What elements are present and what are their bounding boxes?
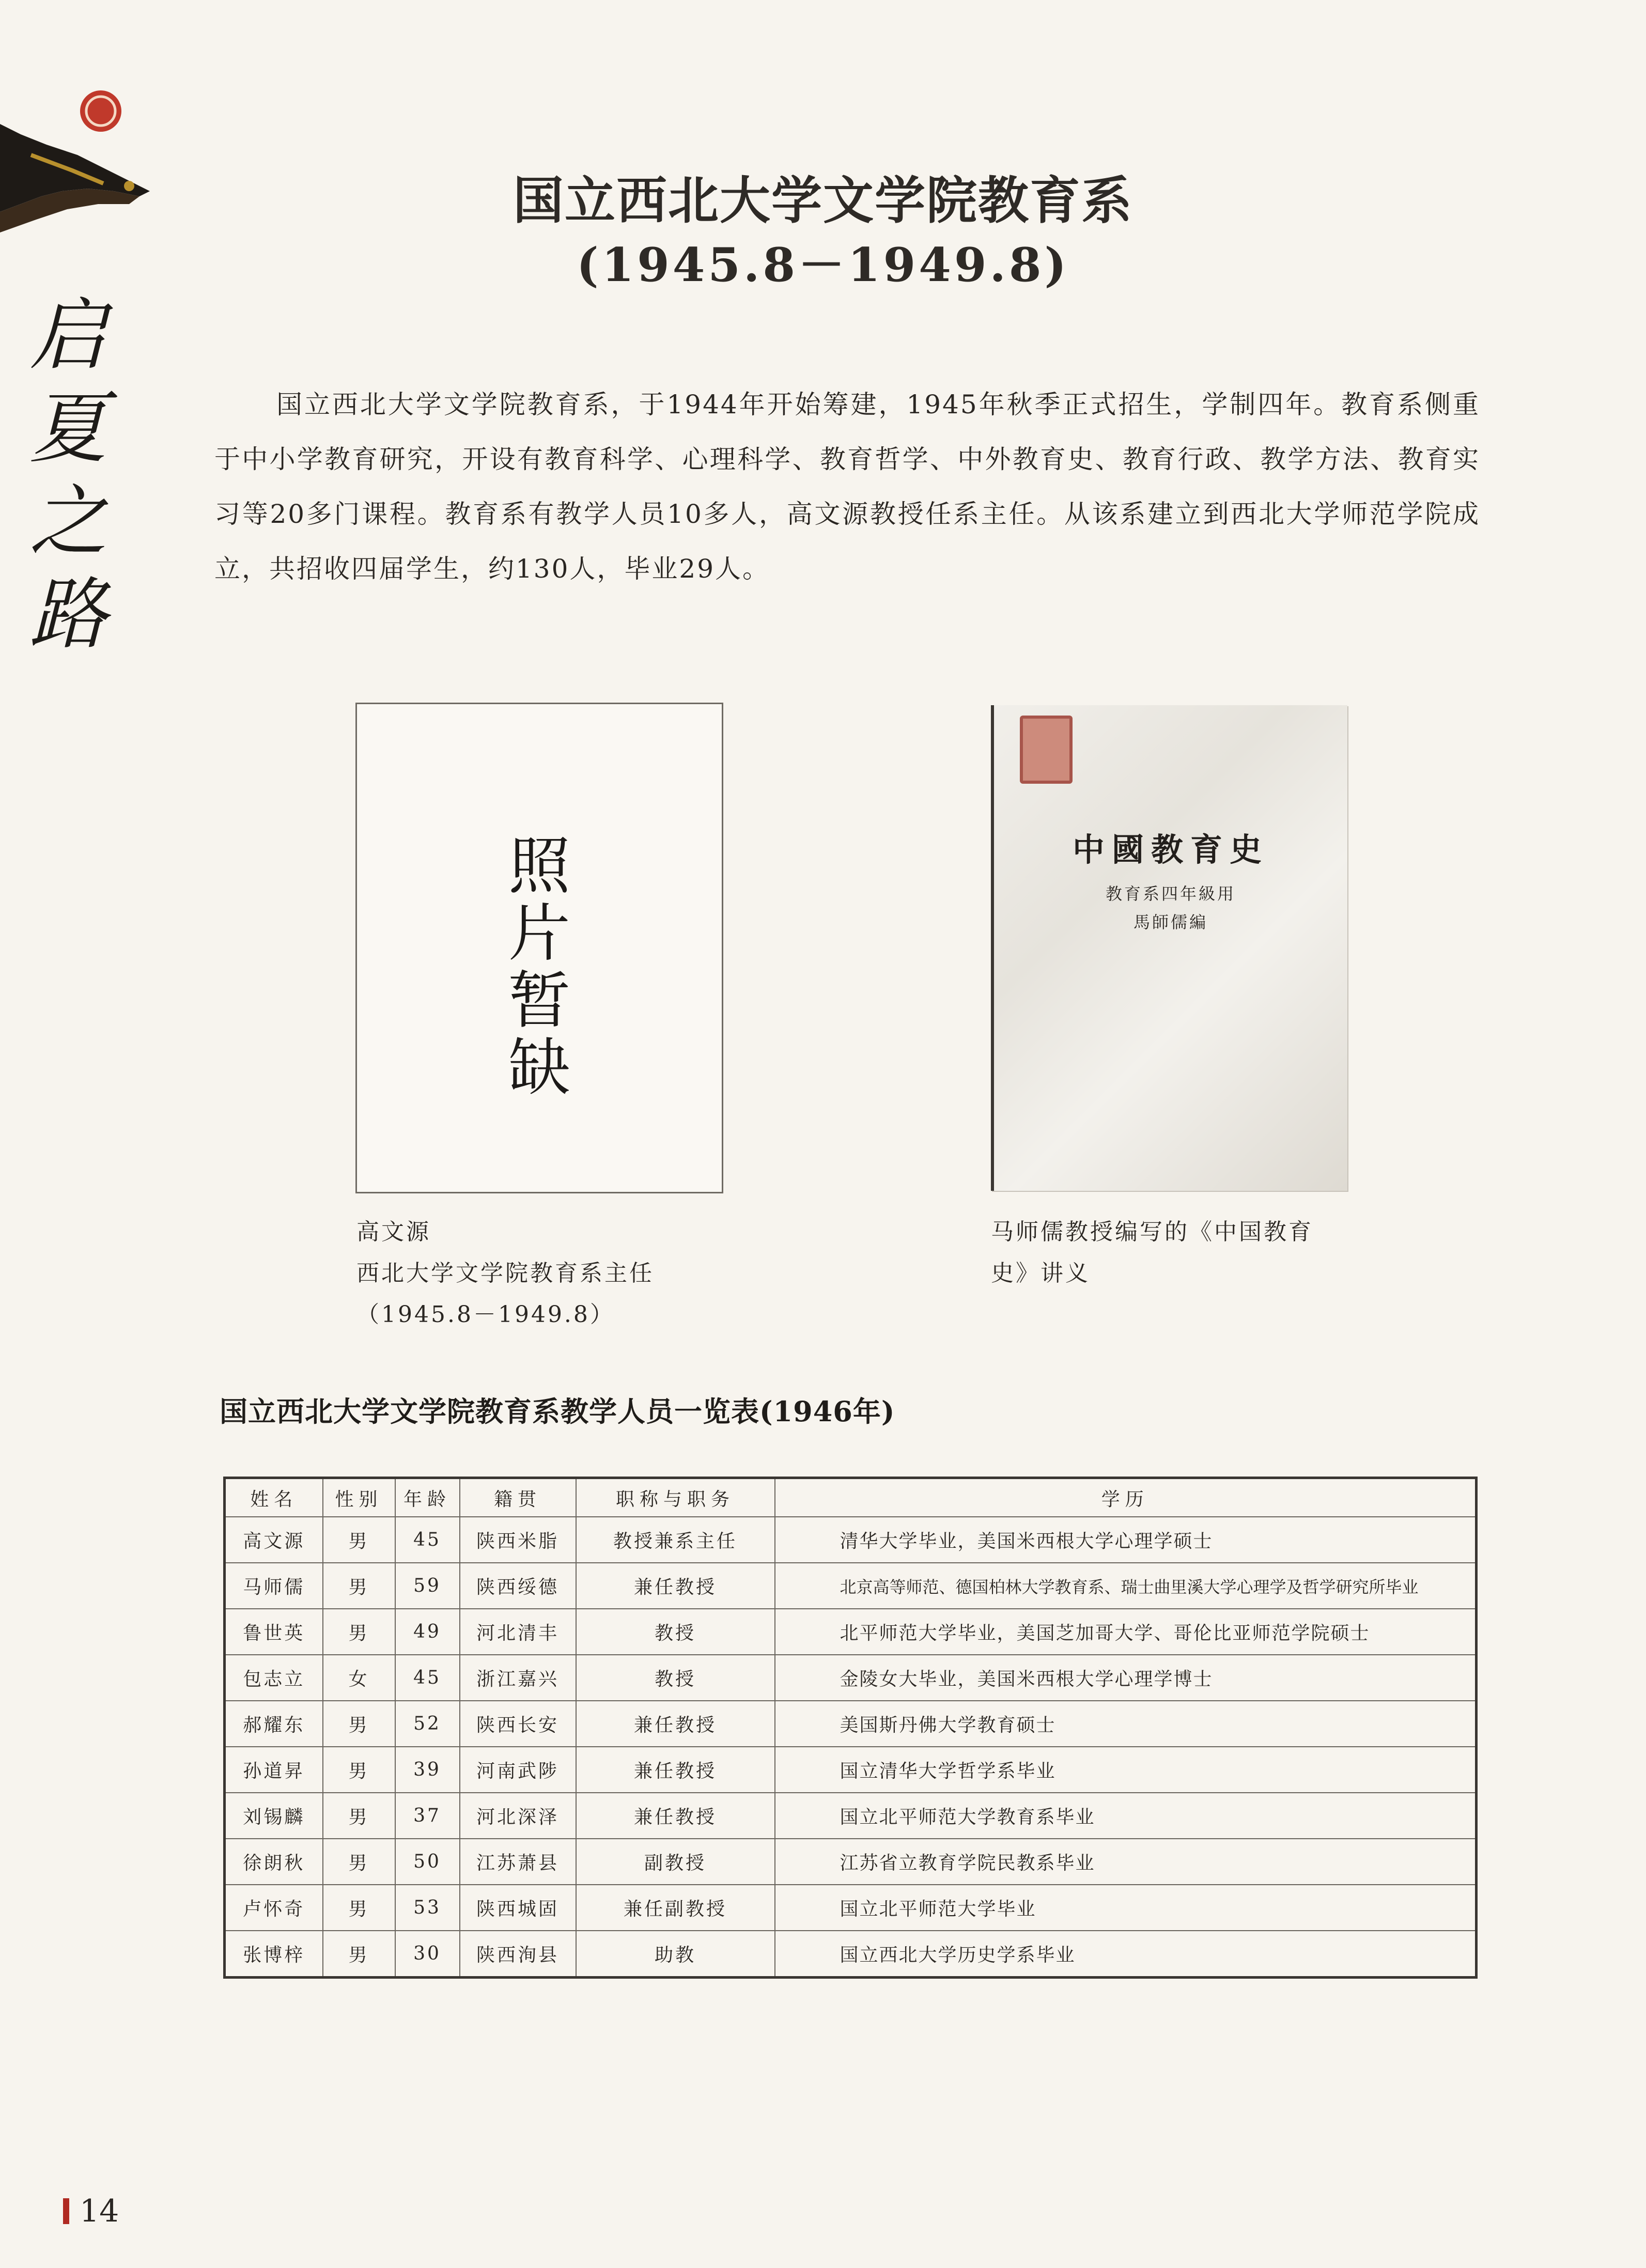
cell-age: 59 [395,1563,460,1609]
placeholder-char: 暂 [508,965,570,1037]
cell-hometown: 浙江嘉兴 [460,1655,576,1701]
cell-education: 江苏省立教育学院民教系毕业 [775,1839,1477,1885]
cell-age: 39 [395,1747,460,1793]
cell-title: 兼任教授 [576,1563,775,1609]
cell-hometown: 陕西城固 [460,1885,576,1931]
cell-name: 包志立 [225,1655,323,1701]
cell-hometown: 陕西绥德 [460,1563,576,1609]
header-age: 年龄 [395,1478,460,1517]
cell-name: 卢怀奇 [225,1885,323,1931]
cell-education: 国立清华大学哲学系毕业 [775,1747,1477,1793]
cell-education: 国立西北大学历史学系毕业 [775,1931,1477,1978]
cell-age: 37 [395,1793,460,1839]
cell-age: 49 [395,1609,460,1655]
cell-name: 张博梓 [225,1931,323,1978]
book-subtitle: 教育系四年級用 [1105,884,1236,904]
cell-title: 兼任教授 [576,1793,775,1839]
cell-education: 北平师范大学毕业，美国芝加哥大学、哥伦比亚师范学院硕士 [775,1609,1477,1655]
cell-name: 鲁世英 [225,1609,323,1655]
header-hometown: 籍贯 [460,1478,576,1517]
cell-hometown: 河北清丰 [460,1609,576,1655]
cell-gender: 男 [323,1839,395,1885]
cell-hometown: 江苏萧县 [460,1839,576,1885]
side-title-char: 路 [29,570,107,660]
caption-line: （1945.8－1949.8） [356,1301,615,1328]
cell-education: 北京高等师范、德国柏林大学教育系、瑞士曲里溪大学心理学及哲学研究所毕业 [775,1563,1477,1609]
table-row [225,1517,1477,1563]
cell-title: 教授兼系主任 [576,1517,775,1563]
placeholder-char: 缺 [508,1032,570,1104]
cell-education: 国立北平师范大学毕业 [775,1885,1477,1931]
cell-education: 国立北平师范大学教育系毕业 [775,1793,1477,1839]
table-row [225,1885,1477,1931]
placeholder-char: 片 [508,898,570,970]
page-number [63,2193,119,2229]
page-title: 国立西北大学文学院教育系 [513,171,1133,230]
caption-line: 高文源 [356,1219,431,1245]
cell-title: 兼任副教授 [576,1885,775,1931]
header-name: 姓名 [225,1478,323,1517]
cell-age: 45 [395,1655,460,1701]
page-subtitle: (1945.8－1949.8) [576,238,1070,292]
book-author: 馬師儒編 [1133,912,1208,932]
table-row [225,1839,1477,1885]
cell-gender: 男 [323,1931,395,1978]
header-education: 学历 [775,1478,1477,1517]
caption-right [991,1211,1415,1294]
cell-title: 教授 [576,1655,775,1701]
side-title-char: 夏 [29,384,107,474]
placeholder-char: 照 [508,831,570,903]
header-title: 职称与职务 [576,1478,775,1517]
cell-age: 30 [395,1931,460,1978]
cell-hometown: 陕西洵县 [460,1931,576,1978]
caption-line: 马师儒教授编写的《中国教育 [991,1219,1313,1245]
page-number-bar [63,2198,69,2224]
cell-title: 助教 [576,1931,775,1978]
cell-gender: 男 [323,1793,395,1839]
cell-hometown: 河南武陟 [460,1747,576,1793]
cell-hometown: 陕西长安 [460,1701,576,1747]
cell-age: 45 [395,1517,460,1563]
book-title: 中國教育史 [1072,831,1269,868]
page-number-text: 14 [80,2193,119,2229]
caption-left [356,1211,770,1335]
red-seal-icon [77,88,124,134]
cell-title: 教授 [576,1609,775,1655]
side-title-char: 启 [29,291,107,381]
caption-line: 西北大学文学院教育系主任 [356,1260,654,1286]
library-stamp-icon [1020,716,1073,784]
photo-placeholder-text [357,833,722,1102]
book-cover-photo [991,705,1347,1191]
cell-education: 美国斯丹佛大学教育硕士 [775,1701,1477,1747]
intro-paragraph: 国立西北大学文学院教育系，于1944年开始筹建，1945年秋季正式招生，学制四年。教育系侧重于中小学教育研究，开设有教育科学、心理科学、教育哲学、中外教育史、教育行政、教学方法、教育实习等20多门课程。教育系有教学人员10多人，高文源教授任系主任。从该系建立到西北大学师范学院成立，共招收四届学生，约130人，毕业29人。 [214,390,1480,584]
cell-gender: 男 [323,1563,395,1609]
table-row [225,1609,1477,1655]
cell-gender: 男 [323,1609,395,1655]
cell-gender: 男 [323,1885,395,1931]
cell-title: 副教授 [576,1839,775,1885]
cell-education: 金陵女大毕业，美国米西根大学心理学博士 [775,1655,1477,1701]
table-row [225,1931,1477,1978]
side-title-vertical [27,289,110,661]
cell-name: 马师儒 [225,1563,323,1609]
cell-gender: 男 [323,1701,395,1747]
photo-placeholder [355,703,723,1193]
cell-age: 53 [395,1885,460,1931]
cell-age: 50 [395,1839,460,1885]
cell-gender: 男 [323,1517,395,1563]
cell-hometown: 河北深泽 [460,1793,576,1839]
table-row [225,1563,1477,1609]
cell-gender: 男 [323,1747,395,1793]
table-row [225,1701,1477,1747]
cell-gender: 女 [323,1655,395,1701]
cell-title: 兼任教授 [576,1747,775,1793]
cell-title: 兼任教授 [576,1701,775,1747]
cell-name: 孙道昇 [225,1747,323,1793]
cell-age: 52 [395,1701,460,1747]
cell-name: 郝耀东 [225,1701,323,1747]
caption-line: 史》讲义 [991,1260,1090,1286]
table-row [225,1747,1477,1793]
staff-table [223,1477,1478,1979]
side-title-char: 之 [29,477,107,567]
table-title: 国立西北大学文学院教育系教学人员一览表(1946年) [220,1395,895,1428]
table-row [225,1793,1477,1839]
header-gender: 性别 [323,1478,395,1517]
cell-name: 高文源 [225,1517,323,1563]
cell-education: 清华大学毕业，美国米西根大学心理学硕士 [775,1517,1477,1563]
table-row [225,1655,1477,1701]
cell-name: 刘锡麟 [225,1793,323,1839]
cell-hometown: 陕西米脂 [460,1517,576,1563]
table-header-row [225,1478,1477,1517]
cell-name: 徐朗秋 [225,1839,323,1885]
